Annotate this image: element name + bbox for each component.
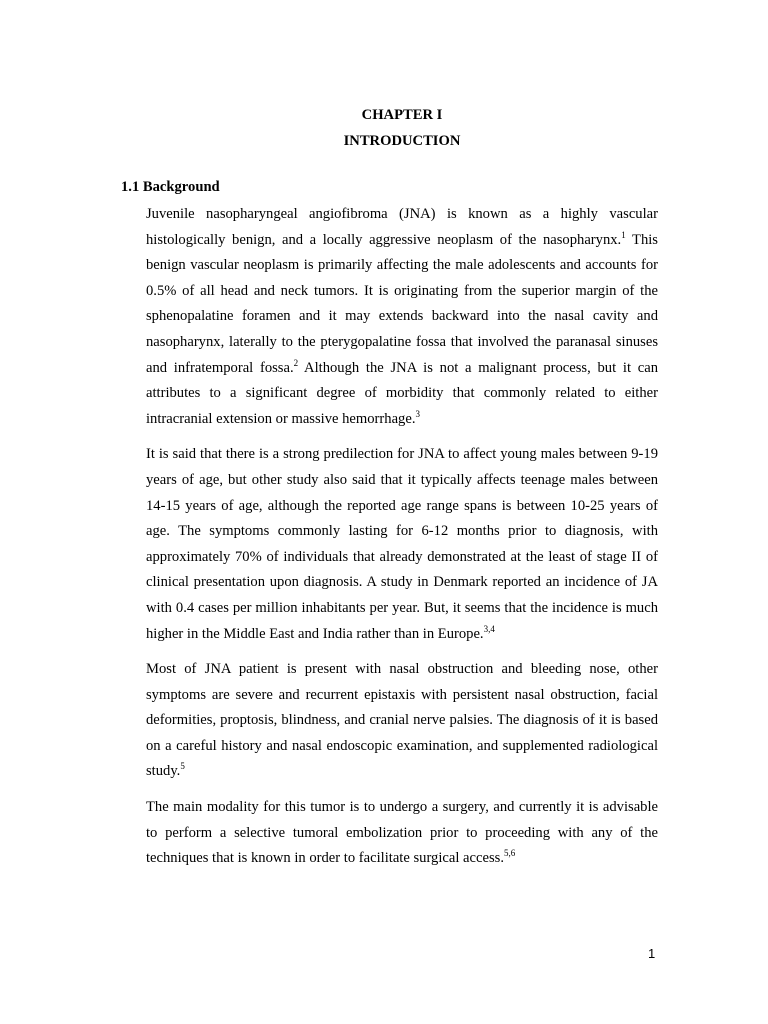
citation-superscript: 5,6 [503, 848, 516, 859]
paragraph [146, 657, 658, 785]
citation-superscript: 1 [621, 229, 626, 240]
chapter-heading [0, 102, 768, 154]
paragraph-text: Juvenile nasopharyngeal angiofibroma (JNA) is known as a highly vascular histologically benign, and a locally aggressive neoplasm of the nasopharynx. [146, 206, 658, 248]
paragraph-text: Most of JNA patient is present with nasal obstruction and bleeding nose, other symptoms are severe and recurrent epistaxis with persistent nasal obstruction, facial deformities, proptosis, blindness, and cranial nerve palsies. The diagnosis of it is based on a careful history and nasal endoscopic examination, and supplemented radiological study. [146, 661, 658, 780]
chapter-number: CHAPTER I [361, 107, 443, 123]
citation-superscript: 3 [415, 408, 420, 419]
citation-superscript: 2 [293, 357, 299, 368]
paragraph-text: The main modality for this tumor is to undergo a surgery, and currently it is advisable to perform a selective tumoral embolization prior to proceeding with any of the techniques that is known in order to facilitate surgical access. [146, 799, 658, 867]
chapter-title: INTRODUCTION [343, 133, 461, 149]
citation-superscript: 5 [180, 761, 185, 772]
paragraph-text: Although the JNA is not a malignant process, but it can attributes to a significant degree of morbidity that commonly related to either intracranial extension or massive hemorrhage. [146, 359, 658, 427]
paragraph [146, 442, 658, 647]
paragraph-text: This benign vascular neoplasm is primarily affecting the male adolescents and accounts for 0.5% of all head and neck tumors. It is originating from the superior margin of the sphenopalatine foramen and it may extends backward into the nasal cavity and nasopharynx, laterally to the pterygopalatine fossa that involved the paranasal sinuses and infratemporal fossa. [146, 231, 658, 376]
section-heading: 1.1 Background [121, 179, 220, 195]
citation-superscript: 3,4 [483, 623, 495, 634]
paragraph [146, 202, 658, 432]
paragraph [146, 795, 658, 872]
page-number: 1 [648, 946, 656, 961]
paragraph-text: It is said that there is a strong predilection for JNA to affect young males between 9-19 years of age, but other study also said that it typically affects teenage males between 14-15 years of age, although the reported age range spans is between 10-25 years of age. The symptoms commonly lasting for 6-12 months prior to diagnosis, with approximately 70% of individuals that already demonstrated at the least of stage II of clinical presentation upon diagnosis. A study in Denmark reported an incidence of JA with 0.4 cases per million inhabitants per year. But, it seems that the incidence is much higher in the Middle East and India rather than in Europe. [146, 446, 658, 642]
body-text [146, 202, 658, 882]
